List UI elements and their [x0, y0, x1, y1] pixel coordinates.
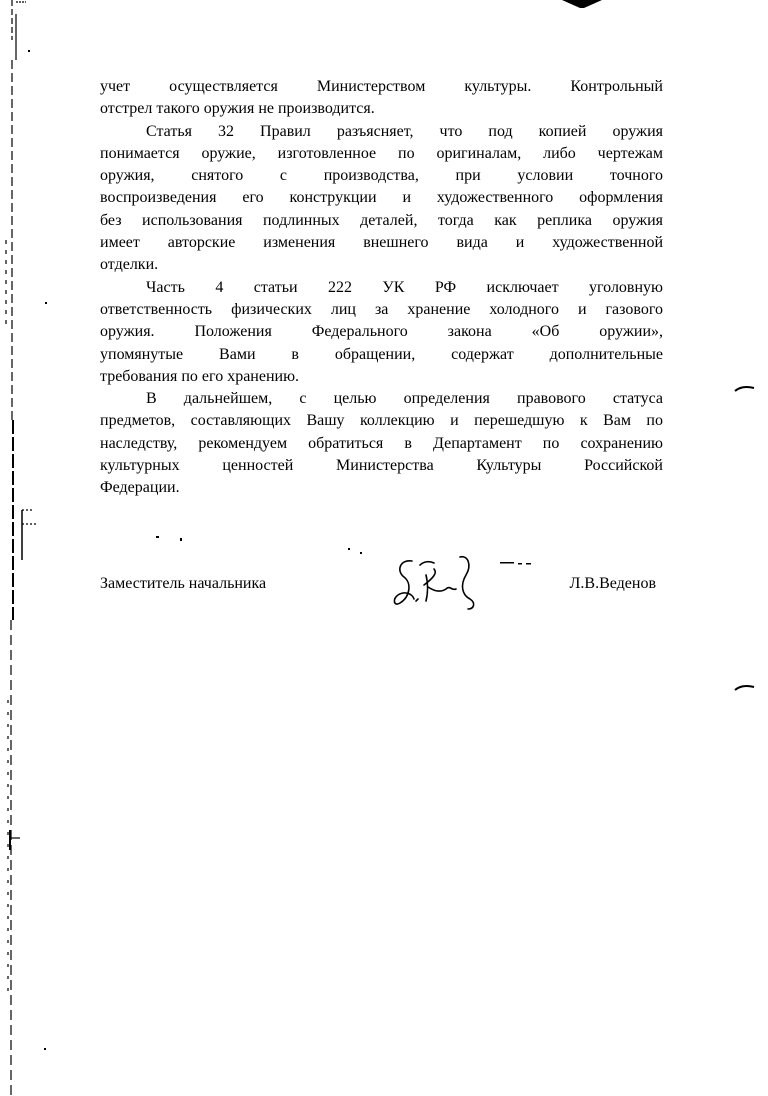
text-line: Часть 4 статьи 222 УК РФ исключает уголовную — [146, 278, 663, 296]
scan-right-mark — [734, 385, 756, 393]
text-line: наследству, рекомендуем обратиться в Департамент по сохранению — [100, 434, 663, 452]
text-line: без использования подлинных деталей, тогда как реплика оружия — [100, 211, 663, 229]
text-line: упомянутые Вами в обращении, содержат дополнительные — [100, 345, 663, 363]
signatory-title: Заместитель начальника — [100, 575, 267, 592]
text-line: В дальнейшем, с целью определения правового статуса — [146, 390, 663, 408]
signature-block — [100, 575, 660, 605]
text-line: культурных ценностей Министерства Культуры Российской — [100, 457, 663, 475]
text-line: Статья 32 Правил разъясняет, что под копией оружия — [146, 122, 663, 140]
text-line: имеет авторские изменения внешнего вида и художественной — [100, 234, 663, 252]
paragraph-4 — [100, 388, 663, 499]
text-line: учет осуществляется Министерством культуры. Контрольный — [100, 78, 663, 95]
paragraph-1 — [100, 76, 663, 121]
text-line: ответственность физических лиц за хранение холодного и газового — [100, 300, 663, 318]
signatory-name: Л.В.Веденов — [569, 575, 656, 592]
scan-right-mark — [734, 684, 756, 692]
letter-body — [100, 76, 663, 500]
text-line: оружия, снятого с производства, при условии точного — [100, 167, 663, 185]
text-line: предметов, составляющих Вашу коллекцию и перешедшую к Вам по — [100, 412, 663, 430]
paragraph-3 — [100, 277, 663, 388]
text-line: отделки. — [100, 256, 159, 274]
scan-margin-artifacts — [0, 0, 60, 1096]
text-line: Федерации. — [100, 479, 180, 497]
text-line: оружия. Положения Федерального закона «Об оружии», — [100, 323, 663, 341]
paragraph-2 — [100, 121, 663, 277]
scan-dots — [150, 530, 550, 570]
text-line: понимается оружие, изготовленное по оригиналам, либо чертежам — [100, 144, 663, 162]
text-line: воспроизведения его конструкции и художественного оформления — [100, 189, 663, 207]
scan-top-mark — [562, 0, 602, 10]
text-line: отстрел такого оружия не производится. — [100, 100, 375, 118]
text-line: требования по его хранению. — [100, 367, 300, 385]
